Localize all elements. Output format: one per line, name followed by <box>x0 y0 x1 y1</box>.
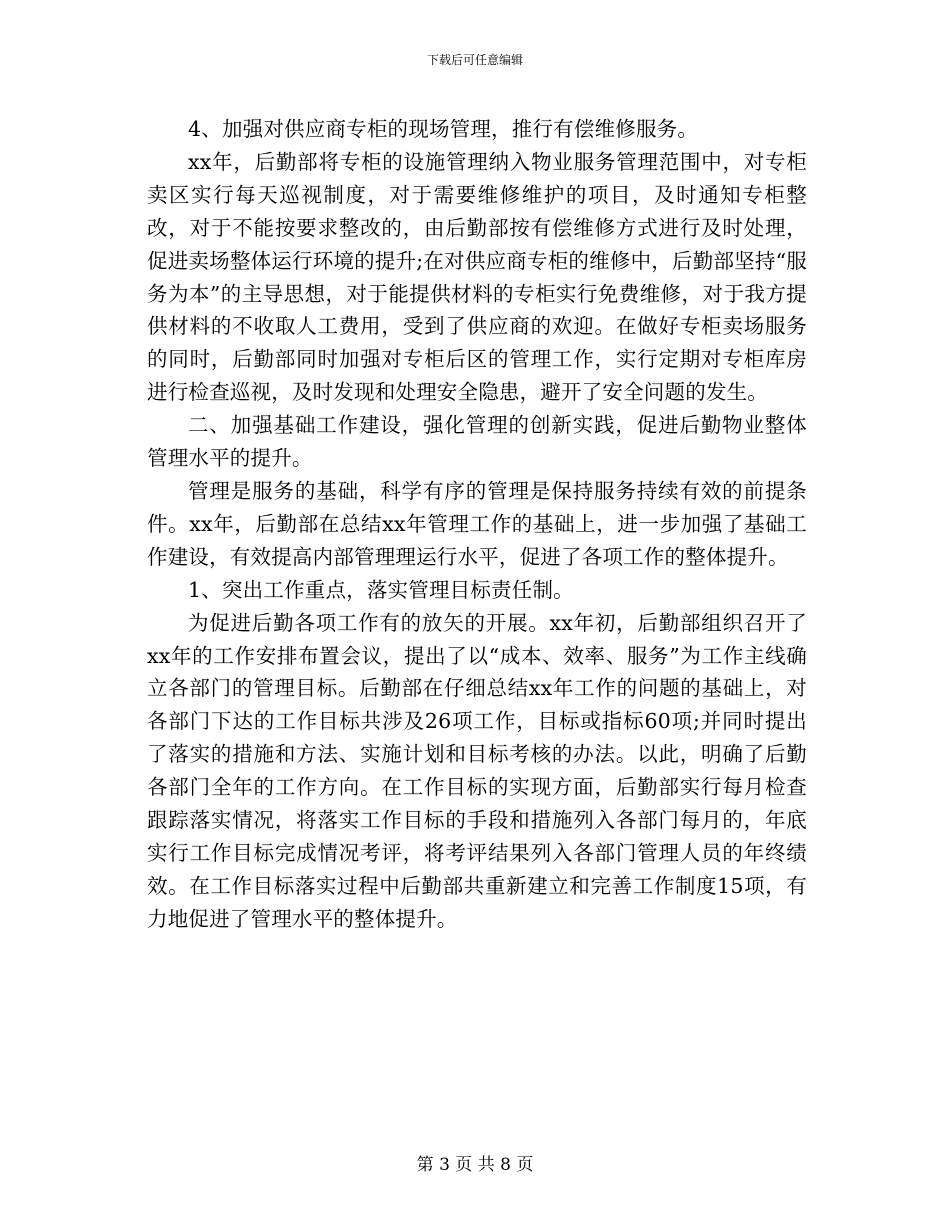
page-number: 第 3 页 共 8 页 <box>416 1155 534 1175</box>
page-header: 下载后可任意编辑 <box>426 53 523 67</box>
document-body <box>147 113 807 936</box>
paragraph-management-foundation: 管理是服务的基础，科学有序的管理是保持服务持续有效的前提条件。xx年，后勤部在总结xx年管理工作的基础上，进一步加强了基础工作建设，有效提高内部管理理运行水平，促进了各项工作的整体提升。 <box>147 478 807 569</box>
paragraph-target-responsibility-heading: 1、突出工作重点，落实管理目标责任制。 <box>188 577 574 602</box>
paragraph-supplier-counter-body: xx年，后勤部将专柜的设施管理纳入物业服务管理范围中，对专柜卖区实行每天巡视制度，对于需要维修维护的项目，及时通知专柜整改，对于不能按要求整改的，由后勤部按有偿维修方式进行及时处理，促进卖场整体运行环境的提升;在对供应商专柜的维修中，后勤部坚持“服务为本”的主导思想，对于能提供材料的专柜实行免费维修，对于我方提供材料的不收取人工费用，受到了供应商的欢迎。在做好专柜卖场服务的同时，后勤部同时加强对专柜后区的管理工作，实行定期对专柜库房进行检查巡视，及时发现和处理安全隐患，避开了安全问题的发生。 <box>147 149 807 405</box>
paragraph-target-responsibility-body: 为促进后勤各项工作有的放矢的开展。xx年初，后勤部组织召开了xx年的工作安排布置会议，提出了以“成本、效率、服务”为工作主线确立各部门的管理目标。后勤部在仔细总结xx年工作的问题的基础上，对各部门下达的工作目标共涉及26项工作，目标或指标60项;并同时提出了落实的措施和方法、实施计划和目标考核的办法。以此，明确了后勤各部门全年的工作方向。在工作目标的实现方面，后勤部实行每月检查跟踪落实情况，将落实工作目标的手段和措施列入各部门每月的，年底实行工作目标完成情况考评，将考评结果列入各部门管理人员的年终绩效。在工作目标落实过程中后勤部共重新建立和完善工作制度15项，有力地促进了管理水平的整体提升。 <box>147 610 807 931</box>
paragraph-section-two-heading: 二、加强基础工作建设，强化管理的创新实践，促进后勤物业整体管理水平的提升。 <box>147 413 807 471</box>
paragraph-supplier-counter-heading: 4、加强对供应商专柜的现场管理，推行有偿维修服务。 <box>188 117 699 141</box>
